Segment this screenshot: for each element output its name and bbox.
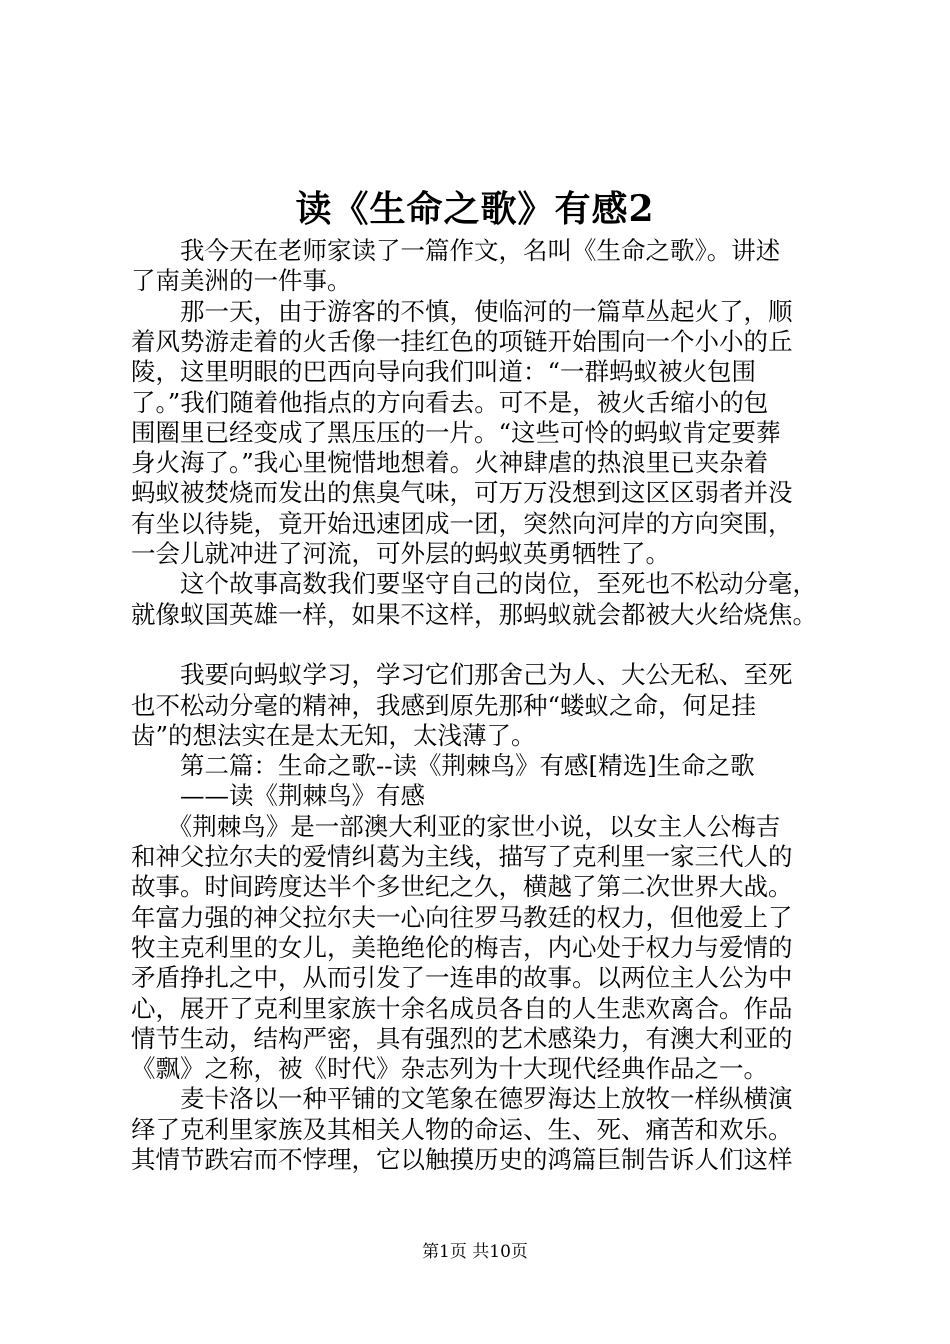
text-line: 那一天，由于游客的不慎，使临河的一篇草丛起火了，顺 [131, 296, 793, 326]
text-line: 着风势游走着的火舌像一挂红色的项链开始围向一个小小的丘 [131, 326, 793, 356]
text-line: 心，展开了克利里家族十余名成员各自的人生悲欢离合。作品 [131, 993, 793, 1023]
text-line: 矛盾挣扎之中，从而引发了一连串的故事。以两位主人公为中 [131, 963, 793, 993]
text-line: 故事。时间跨度达半个多世纪之久，横越了第二次世界大战。 [131, 872, 793, 902]
text-line: 身火海了。”我心里惋惜地想着。火神肆虐的热浪里已夹杂着 [131, 448, 769, 478]
text-line: 蚂蚁被焚烧而发出的焦臭气味，可万万没想到这区区弱者并没 [131, 478, 793, 508]
text-line: 和神父拉尔夫的爱情纠葛为主线，描写了克利里一家三代人的 [131, 842, 793, 871]
text-line: 年富力强的神父拉尔夫一心向往罗马教廷的权力，但他爱上了 [131, 902, 793, 932]
text-line: 麦卡洛以一种平铺的文笔象在德罗海达上放牧一样纵横演 [131, 1084, 793, 1114]
text-line: 也不松动分毫的精神，我感到原先那种“蝼蚁之命，何足挂 [131, 690, 757, 720]
text-line: 《荆棘鸟》是一部澳大利亚的家世小说，以女主人公梅吉 [131, 811, 781, 841]
text-line: 有坐以待毙，竟开始迅速团成一团，突然向河岸的方向突围， [131, 508, 793, 538]
text-line: 我今天在老师家读了一篇作文，名叫《生命之歌》。讲述 [131, 236, 781, 265]
text-line: 围圈里已经变成了黑压压的一片。“这些可怜的蚂蚁肯定要葬 [131, 417, 781, 447]
text-line: 第二篇：生命之歌--读《荆棘鸟》有感[精选]生命之歌 [131, 751, 755, 781]
text-line: 齿”的想法实在是太无知，太浅薄了。 [131, 720, 536, 750]
text-line: 绎了克利里家族及其相关人物的命运、生、死、痛苦和欢乐。 [131, 1114, 793, 1144]
text-line: 这个故事高数我们要坚守自己的岗位，至死也不松动分毫， [131, 569, 817, 599]
text-line: 了南美洲的一件事。 [131, 266, 352, 296]
text-line: 牧主克利里的女儿，美艳绝伦的梅吉，内心处于权力与爱情的 [131, 932, 793, 962]
text-line: 其情节跌宕而不悖理，它以触摸历史的鸿篇巨制告诉人们这样 [131, 1145, 793, 1174]
text-line: 了。”我们随着他指点的方向看去。可不是，被火舌缩小的包 [131, 387, 769, 417]
text-line: 《飘》之称，被《时代》杂志列为十大现代经典作品之一。 [131, 1054, 768, 1084]
text-line: 陵，这里明眼的巴西向导向我们叫道：“一群蚂蚁被火包围 [131, 357, 757, 387]
text-line: 一会儿就冲进了河流，可外层的蚂蚁英勇牺牲了。 [131, 539, 670, 568]
text-line: 我要向蚂蚁学习，学习它们那舍己为人、大公无私、至死 [131, 660, 793, 690]
text-line: ——读《荆棘鸟》有感 [131, 781, 425, 811]
text-line: 就像蚁国英雄一样，如果不这样，那蚂蚁就会都被大火给烧焦。 [131, 599, 817, 629]
document-title: 读《生命之歌》有感2 [295, 188, 655, 230]
text-line: 情节生动，结构严密，具有强烈的艺术感染力，有澳大利亚的 [131, 1023, 793, 1053]
page-footer: 第1页 共10页 [422, 1242, 528, 1262]
